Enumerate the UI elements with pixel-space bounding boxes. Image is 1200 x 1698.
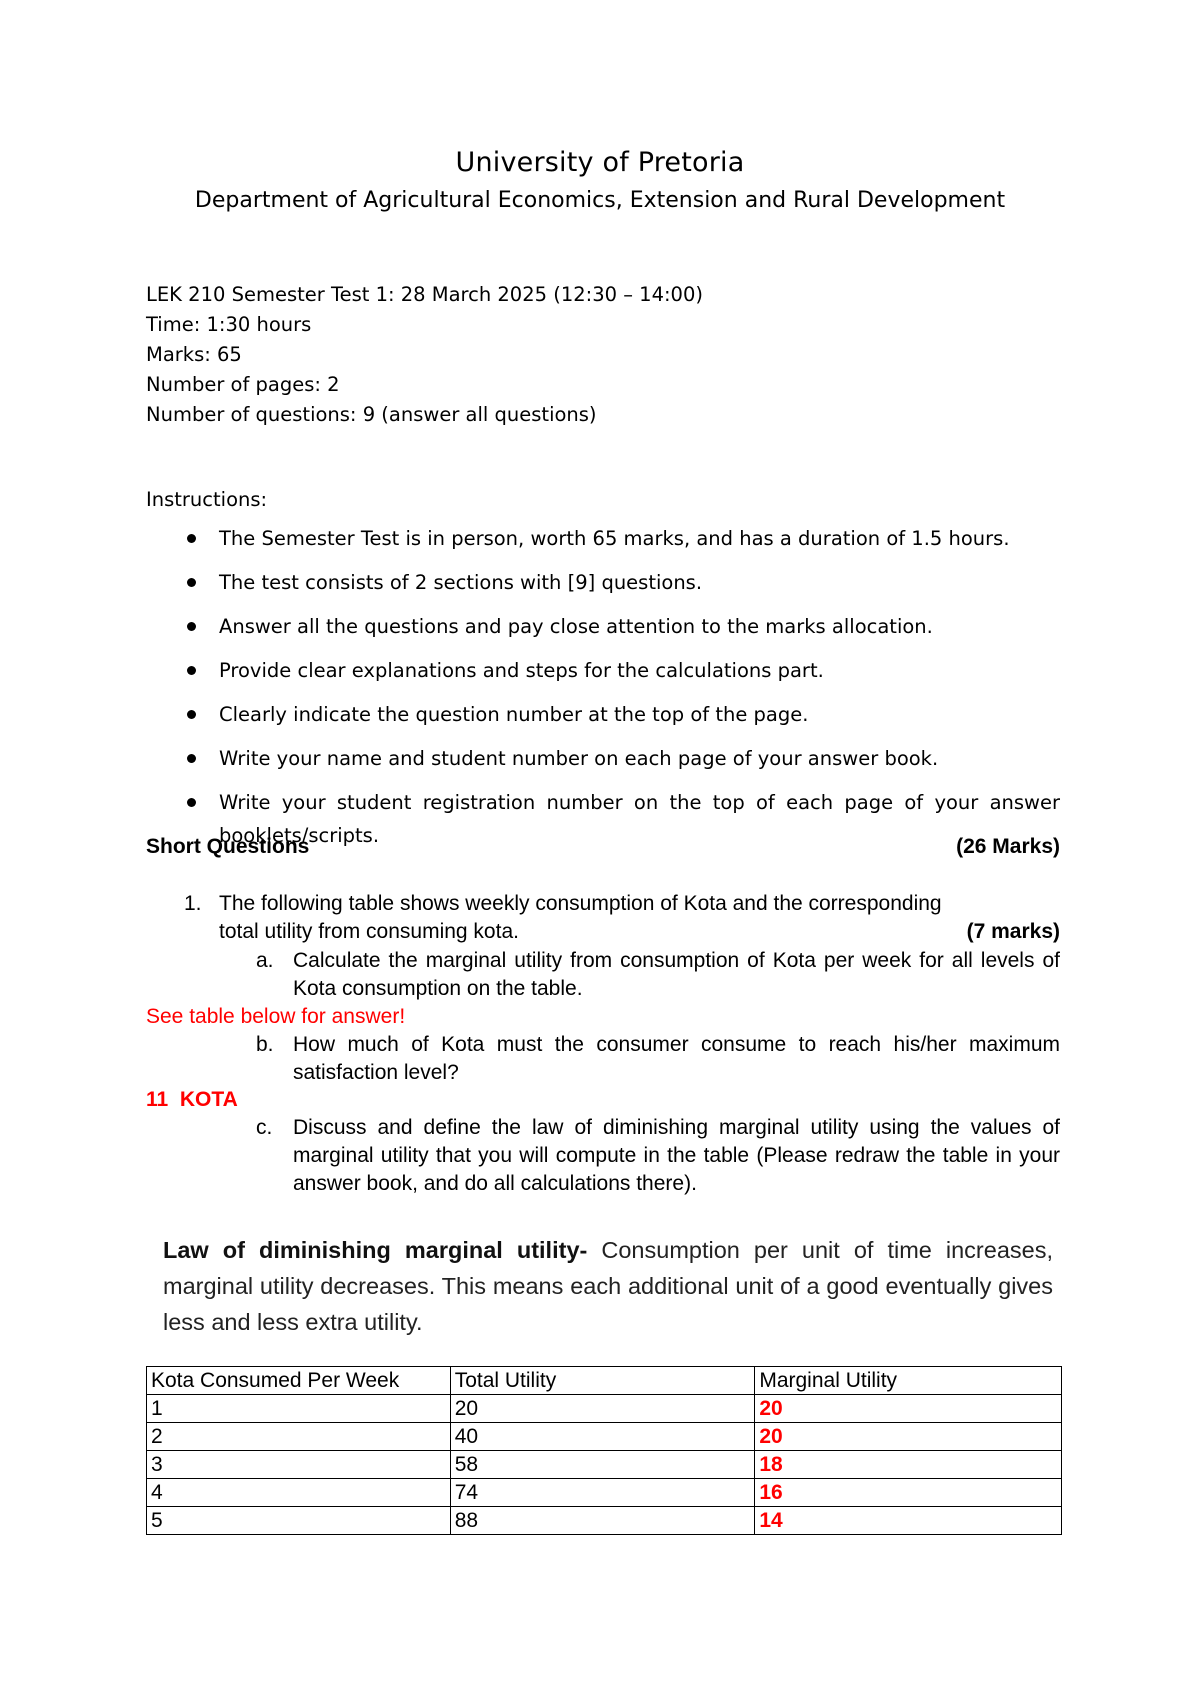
table-cell: 74 [450,1479,755,1507]
section-heading [146,835,1060,859]
question-line-2: total utility from consuming kota. [219,920,519,943]
table-header: Kota Consumed Per Week [147,1367,451,1395]
law-text: Consumption per unit of time increases, marginal utility decreases. This means each additional unit of a good eventually gives less and less extra utility. [163,1237,1053,1335]
sub-letter-c: c. [256,1116,273,1139]
test-marks: Marks: 65 [146,343,242,366]
bullet-icon [187,798,196,807]
question-marks: (7 marks) [966,920,1060,943]
law-definition [163,1232,1053,1340]
marginal-utility-cell: 16 [755,1479,1062,1507]
instruction-text: The test consists of 2 sections with [9] questions. [219,571,703,594]
table-header: Marginal Utility [755,1367,1062,1395]
instruction-item [146,654,1060,687]
kota-utility-table [146,1366,1062,1535]
table-row [147,1451,1062,1479]
table-header-row [147,1367,1062,1395]
university-title: University of Pretoria [455,147,745,178]
question-1b [146,1031,1060,1087]
instruction-item [146,566,1060,599]
test-info [146,280,703,430]
table-cell: 2 [147,1423,451,1451]
table-row [147,1423,1062,1451]
table-row [147,1507,1062,1535]
instruction-text: Answer all the questions and pay close attention to the marks allocation. [219,615,933,638]
table-cell: 5 [147,1507,451,1535]
bullet-icon [187,622,196,631]
bullet-icon [187,578,196,587]
table-cell: 58 [450,1451,755,1479]
bullet-icon [187,754,196,763]
table-row [147,1479,1062,1507]
question-number: 1. [184,892,202,915]
answer-1b: 11 KOTA [146,1088,238,1111]
test-time: Time: 1:30 hours [146,313,312,336]
question-line-1: The following table shows weekly consumption of Kota and the corresponding [219,892,942,915]
answer-1a: See table below for answer! [146,1005,406,1028]
question-1c [146,1114,1060,1198]
table-cell: 88 [450,1507,755,1535]
bullet-icon [187,534,196,543]
table-cell: 3 [147,1451,451,1479]
instruction-text: The Semester Test is in person, worth 65 marks, and has a duration of 1.5 hours. [219,527,1010,550]
table-cell: 1 [147,1395,451,1423]
instruction-text: Provide clear explanations and steps for the calculations part. [219,659,824,682]
test-title: LEK 210 Semester Test 1: 28 March 2025 (12:30 – 14:00) [146,283,703,306]
question-1a [146,947,1060,1003]
sub-letter-b: b. [256,1033,274,1056]
marginal-utility-cell: 14 [755,1507,1062,1535]
table-row [147,1395,1062,1423]
table-cell: 4 [147,1479,451,1507]
section-title: Short Questions [146,835,310,858]
instruction-item [146,610,1060,643]
marginal-utility-cell: 20 [755,1423,1062,1451]
sub-text-b: How much of Kota must the consumer consume to reach his/her maximum satisfaction level? [293,1033,1060,1084]
instruction-item [146,698,1060,731]
sub-text-c: Discuss and define the law of diminishing marginal utility using the values of marginal utility that you will compute in the table (Please redraw the table in your answer book, and do all calculations there). [293,1116,1060,1195]
instruction-item [146,742,1060,775]
department-title: Department of Agricultural Economics, Extension and Rural Development [194,188,1006,213]
test-questions: Number of questions: 9 (answer all questions) [146,403,597,426]
instruction-item [146,522,1060,555]
table-cell: 40 [450,1423,755,1451]
instructions-list [146,522,1060,863]
section-marks: (26 Marks) [956,835,1060,858]
table-header: Total Utility [450,1367,755,1395]
sub-letter-a: a. [256,949,274,972]
table-cell: 20 [450,1395,755,1423]
marginal-utility-cell: 18 [755,1451,1062,1479]
marginal-utility-cell: 20 [755,1395,1062,1423]
instructions-heading: Instructions: [146,488,268,511]
instruction-text: Clearly indicate the question number at the top of the page. [219,703,809,726]
bullet-icon [187,666,196,675]
bullet-icon [187,710,196,719]
sub-text-a: Calculate the marginal utility from consumption of Kota per week for all levels of Kota consumption on the table. [293,949,1060,1000]
test-pages: Number of pages: 2 [146,373,340,396]
instruction-text: Write your student registration number on the top of each page of your answer booklets/scripts. [219,791,1060,847]
instruction-text: Write your name and student number on each page of your answer book. [219,747,939,770]
question-1 [146,890,1060,946]
law-term: Law of diminishing marginal utility- [163,1237,588,1263]
